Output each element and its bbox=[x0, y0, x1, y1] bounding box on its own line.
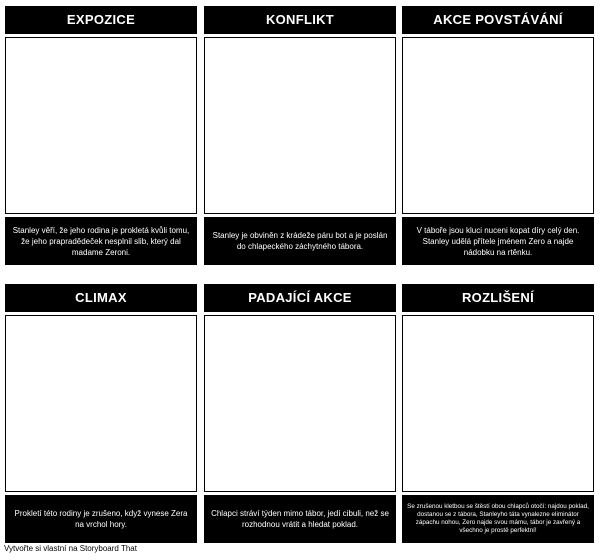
cell-caption-box bbox=[5, 495, 197, 543]
cell-caption-box bbox=[402, 495, 594, 543]
cell-caption: Stanley věří, že jeho rodina je prokletá kvůli tomu, že jeho prapradědeček nesplnil slib, který dal madame Zeroni. bbox=[12, 225, 190, 257]
scene-panel bbox=[204, 37, 396, 214]
cell-header: AKCE POVSTÁVÁNÍ bbox=[402, 6, 594, 34]
cell-caption: Se zrušenou kletbou se štěstí obou chlapců otočí: najdou poklad, dostanou se z tábora, Stanleyho táta vynalezne eliminátor zápachu nohou, Zero najde svou mámu, tábor je zavřený a všechno je prostě perfektní! bbox=[407, 503, 589, 534]
scene-panel bbox=[402, 37, 594, 214]
cell-header: ROZLIŠENÍ bbox=[402, 284, 594, 312]
cell-caption: Chlapci stráví týden mimo tábor, jedí cibuli, než se rozhodnou vrátit a hledat poklad. bbox=[211, 509, 389, 529]
cell-header: KONFLIKT bbox=[204, 6, 396, 34]
cell-header: EXPOZICE bbox=[5, 6, 197, 34]
cell-header: CLIMAX bbox=[5, 284, 197, 312]
cell-caption: Stanley je obviněn z krádeže páru bot a je poslán do chlapeckého záchytného tábora. bbox=[212, 231, 388, 251]
cell-caption: Prokletí této rodiny je zrušeno, když vynese Zera na vrchol hory. bbox=[14, 509, 188, 529]
cell-caption-box bbox=[204, 217, 396, 265]
scene-panel bbox=[204, 315, 396, 492]
scene-panel bbox=[402, 315, 594, 492]
footer-credit: Vytvořte si vlastní na Storyboard That bbox=[4, 544, 137, 553]
scene-panel bbox=[5, 37, 197, 214]
cell-caption-box bbox=[402, 217, 594, 265]
cell-header: PADAJÍCÍ AKCE bbox=[204, 284, 396, 312]
cell-caption-box bbox=[204, 495, 396, 543]
cell-caption-box bbox=[5, 217, 197, 265]
cell-caption: V táboře jsou kluci nuceni kopat díry celý den. Stanley udělá přítele jménem Zero a najde nádobku na rtěnku. bbox=[416, 225, 580, 257]
scene-panel bbox=[5, 315, 197, 492]
